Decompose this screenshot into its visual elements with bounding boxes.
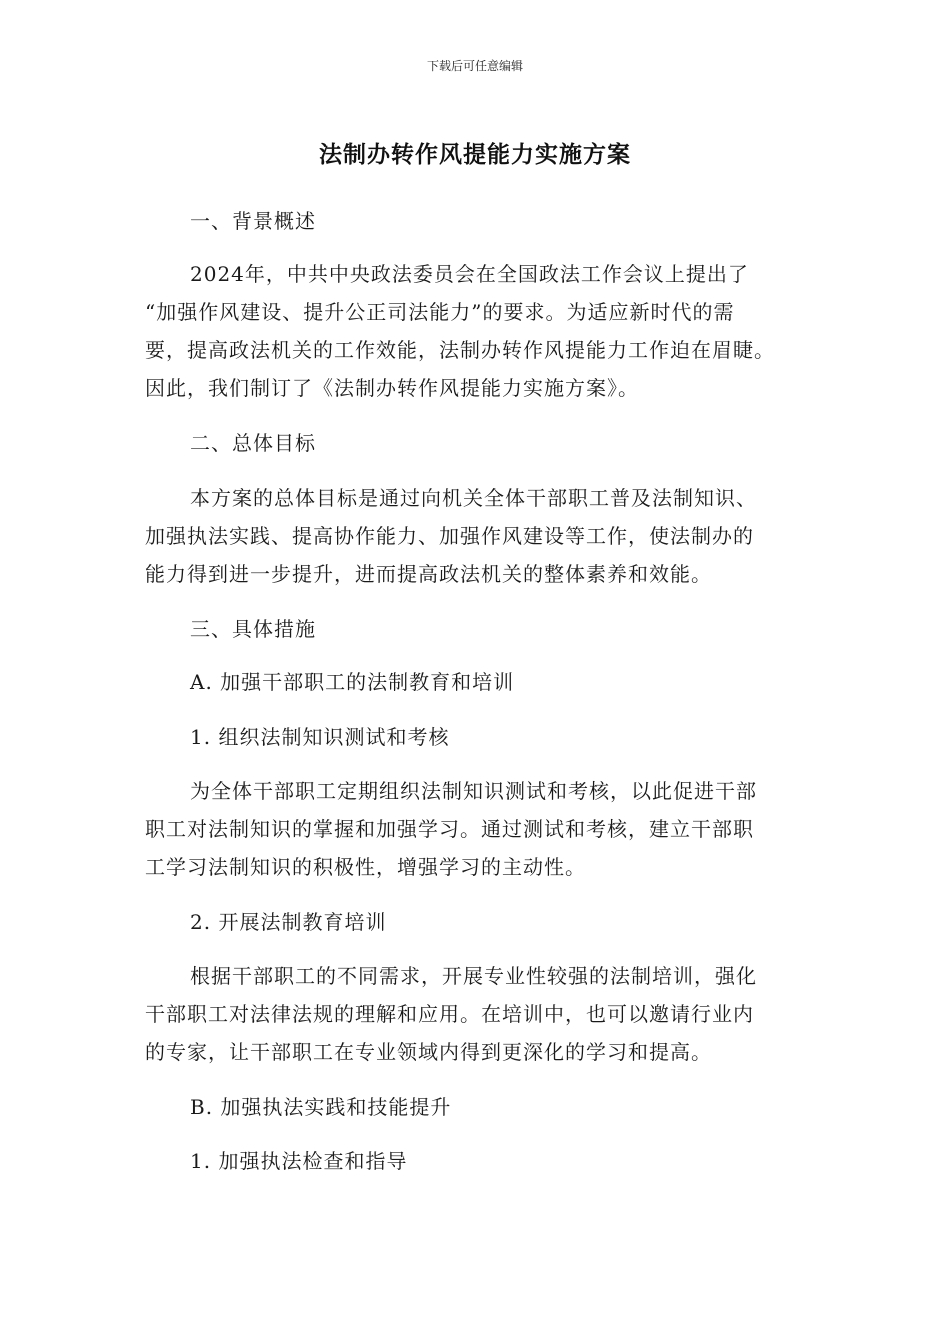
subheading-b1: 1. 加强执法检查和指导 (190, 1149, 408, 1173)
paragraph-line: 工学习法制知识的积极性，增强学习的主动性。 (145, 855, 586, 879)
paragraph-line: 要，提高政法机关的工作效能，法制办转作风提能力工作迫在眉睫。 (145, 338, 775, 362)
section-heading-background: 一、背景概述 (190, 209, 316, 233)
paragraph-line: “加强作风建设、提升公正司法能力”的要求。为适应新时代的需 (145, 300, 735, 324)
paragraph-line: 干部职工对法律法规的理解和应用。在培训中，也可以邀请行业内 (145, 1002, 754, 1026)
paragraph-line: 的专家，让干部职工在专业领域内得到更深化的学习和提高。 (145, 1040, 712, 1064)
subheading-a: A. 加强干部职工的法制教育和培训 (190, 670, 515, 694)
paragraph-line: 因此，我们制订了《法制办转作风提能力实施方案》。 (145, 376, 639, 400)
section-heading-measures: 三、具体措施 (190, 617, 316, 641)
paragraph-line: 加强执法实践、提高协作能力、加强作风建设等工作，使法制办的 (145, 524, 754, 548)
document-title: 法制办转作风提能力实施方案 (319, 142, 631, 168)
paragraph-line: 能力得到进一步提升，进而提高政法机关的整体素养和效能。 (145, 562, 712, 586)
paragraph-line: 为全体干部职工定期组织法制知识测试和考核，以此促进干部 (190, 779, 757, 803)
header-note: 下载后可任意编辑 (426, 59, 523, 73)
section-heading-objectives: 二、总体目标 (190, 431, 316, 455)
subheading-a1: 1. 组织法制知识测试和考核 (190, 725, 450, 749)
paragraph-line: 本方案的总体目标是通过向机关全体干部职工普及法制知识、 (190, 486, 757, 510)
subheading-a2: 2. 开展法制教育培训 (190, 910, 387, 934)
subheading-b: B. 加强执法实践和技能提升 (190, 1095, 452, 1119)
paragraph-line: 2024年，中共中央政法委员会在全国政法工作会议上提出了 (190, 262, 749, 286)
paragraph-line: 职工对法制知识的掌握和加强学习。通过测试和考核，建立干部职 (145, 817, 754, 841)
paragraph-line: 根据干部职工的不同需求，开展专业性较强的法制培训，强化 (190, 964, 757, 988)
